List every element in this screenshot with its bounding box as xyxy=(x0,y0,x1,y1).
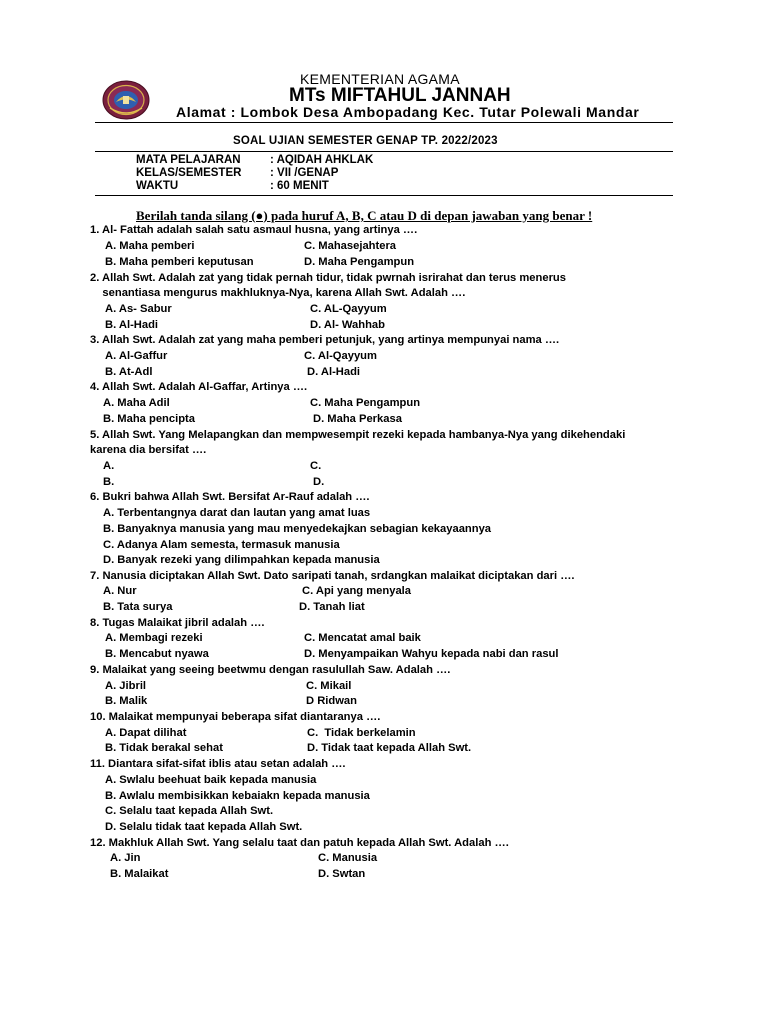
info-value: : 60 MENIT xyxy=(270,180,329,192)
question-text: 11. Diantara sifat-sifat iblis atau setan adalah …. xyxy=(90,758,346,770)
info-value: : VII /GENAP xyxy=(270,167,339,179)
option: A. Jin xyxy=(110,852,141,864)
question-text: 9. Malaikat yang seeing beetwmu dengan rasulullah Saw. Adalah …. xyxy=(90,664,451,676)
info-value: : AQIDAH AHKLAK xyxy=(270,154,374,166)
question-text: 4. Allah Swt. Adalah Al-Gaffar, Artinya …. xyxy=(90,381,308,393)
option: D. Maha Perkasa xyxy=(313,413,402,425)
option: D. xyxy=(313,476,325,488)
option: B. Malaikat xyxy=(110,868,169,880)
option: A. Nur xyxy=(103,585,137,597)
option: C. Manusia xyxy=(318,852,378,864)
option: D. Tanah liat xyxy=(299,601,365,613)
ministry-title: KEMENTERIAN AGAMA xyxy=(300,71,460,87)
option: D Ridwan xyxy=(306,695,357,707)
option: C. Maha Pengampun xyxy=(310,397,421,409)
option: B. Awlalu membisikkan kebaiakn kepada manusia xyxy=(105,790,370,802)
question-text: 7. Nanusia diciptakan Allah Swt. Dato saripati tanah, srdangkan malaikat diciptakan dari …. xyxy=(90,570,575,582)
option: C. Selalu taat kepada Allah Swt. xyxy=(105,805,274,817)
option: B. Mencabut nyawa xyxy=(105,648,209,660)
question-text: 3. Allah Swt. Adalah zat yang maha pemberi petunjuk, yang artinya mempunyai nama …. xyxy=(90,334,560,346)
option: A. Al-Gaffur xyxy=(105,350,168,362)
info-label: MATA PELAJARAN xyxy=(136,154,241,166)
option: D. Tidak taat kepada Allah Swt. xyxy=(307,742,472,754)
option: B. Maha pencipta xyxy=(103,413,196,425)
option: A. Jibril xyxy=(105,680,147,692)
option: A. As- Sabur xyxy=(105,303,172,315)
info-label: WAKTU xyxy=(136,180,179,192)
instruction: Berilah tanda silang (●) pada huruf A, B, C atau D di depan jawaban yang benar ! xyxy=(136,208,593,223)
question-text: senantiasa mengurus makhluknya-Nya, karena Allah Swt. Adalah …. xyxy=(90,287,466,299)
option: D. Menyampaikan Wahyu kepada nabi dan rasul xyxy=(304,648,559,660)
option: A. Membagi rezeki xyxy=(105,632,203,644)
option: C. Tidak berkelamin xyxy=(307,727,416,739)
option: D. Selalu tidak taat kepada Allah Swt. xyxy=(105,821,303,833)
option: B. Malik xyxy=(105,695,148,707)
option: A. Swlalu beehuat baik kepada manusia xyxy=(105,774,317,786)
info-label: KELAS/SEMESTER xyxy=(136,167,242,179)
title-divider xyxy=(95,151,673,152)
exam-title: SOAL UJIAN SEMESTER GENAP TP. 2022/2023 xyxy=(233,135,498,147)
option: D. Al- Wahhab xyxy=(310,319,385,331)
school-address: Alamat : Lombok Desa Ambopadang Kec. Tutar Polewali Mandar xyxy=(176,104,640,120)
question-text: karena dia bersifat …. xyxy=(90,444,207,456)
option: A. Maha pemberi xyxy=(105,240,195,252)
option: C. xyxy=(310,460,322,472)
info-divider xyxy=(95,195,673,196)
option: C. Mahasejahtera xyxy=(304,240,397,252)
option: B. Al-Hadi xyxy=(105,319,159,331)
school-name: MTs MIFTAHUL JANNAH xyxy=(289,85,511,106)
header-divider xyxy=(95,122,673,123)
option: D. Swtan xyxy=(318,868,366,880)
option: C. Adanya Alam semesta, termasuk manusia xyxy=(103,539,340,551)
option: A. xyxy=(103,460,115,472)
question-text: 8. Tugas Malaikat jibril adalah …. xyxy=(90,617,265,629)
question-text: 2. Allah Swt. Adalah zat yang tidak pernah tidur, tidak pwrnah isrirahat dan terus menerus xyxy=(90,272,566,284)
option: A. Terbentangnya darat dan lautan yang amat luas xyxy=(103,507,371,519)
question-text: 1. Al- Fattah adalah salah satu asmaul husna, yang artinya …. xyxy=(90,224,418,236)
option: B. Maha pemberi keputusan xyxy=(105,256,254,268)
option: D. Maha Pengampun xyxy=(304,256,415,268)
question-text: 5. Allah Swt. Yang Melapangkan dan mempwesempit rezeki kepada hambanya-Nya yang dikehendaki xyxy=(90,429,626,441)
question-text: 12. Makhluk Allah Swt. Yang selalu taat dan patuh kepada Allah Swt. Adalah …. xyxy=(90,837,509,849)
question-text: 10. Malaikat mempunyai beberapa sifat diantaranya …. xyxy=(90,711,381,723)
option: C. Mikail xyxy=(306,680,352,692)
school-logo-icon xyxy=(102,80,150,120)
option: C. Api yang menyala xyxy=(302,585,412,597)
option: B. xyxy=(103,476,115,488)
option: B. Tidak berakal sehat xyxy=(105,742,223,754)
option: A. Dapat dilihat xyxy=(105,727,187,739)
option: B. Tata surya xyxy=(103,601,173,613)
option: D. Al-Hadi xyxy=(307,366,361,378)
question-text: 6. Bukri bahwa Allah Swt. Bersifat Ar-Rauf adalah …. xyxy=(90,491,370,503)
option: C. Mencatat amal baik xyxy=(304,632,421,644)
option: C. AL-Qayyum xyxy=(310,303,387,315)
option: D. Banyak rezeki yang dilimpahkan kepada manusia xyxy=(103,554,380,566)
option: C. Al-Qayyum xyxy=(304,350,377,362)
option: B. Banyaknya manusia yang mau menyedekajkan sebagian kekayaannya xyxy=(103,523,492,535)
option: A. Maha Adil xyxy=(103,397,170,409)
option: B. At-Adl xyxy=(105,366,153,378)
